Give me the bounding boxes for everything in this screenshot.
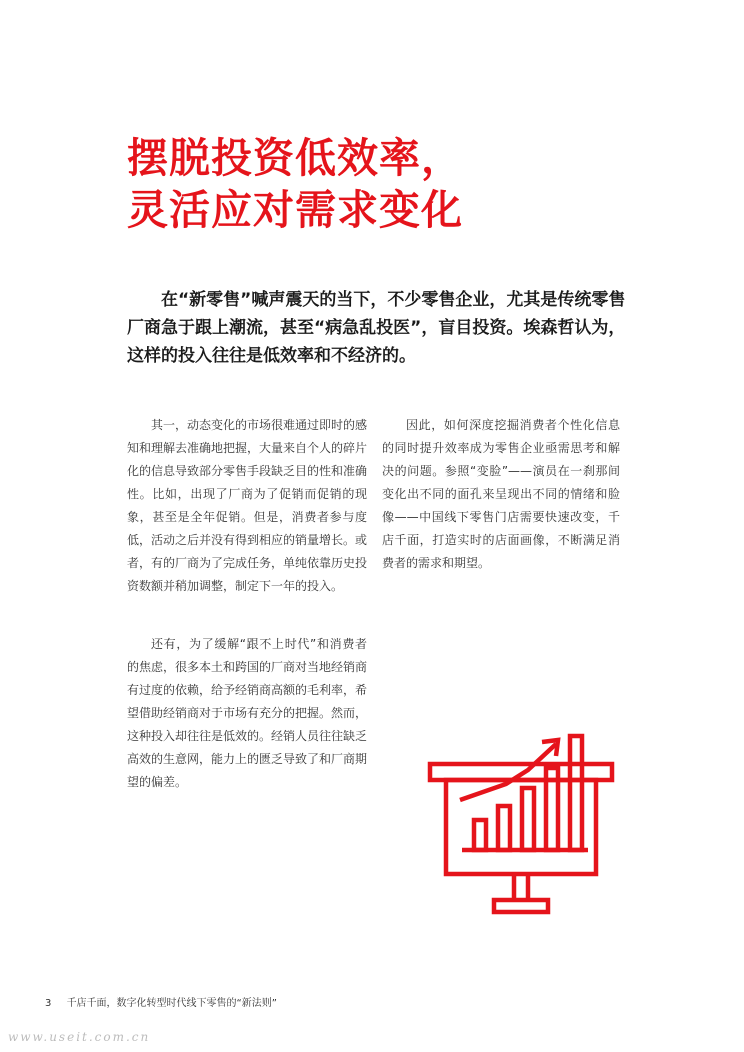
title-line-2: 灵活应对需求变化 bbox=[127, 186, 463, 234]
page-number: 3 bbox=[45, 998, 52, 1009]
page-footer bbox=[45, 994, 277, 1009]
presentation-board-growth-chart-icon bbox=[426, 730, 616, 920]
body-paragraph-3: 因此，如何深度挖掘消费者个性化信息的同时提升效率成为零售企业亟需思考和解决的问题。参照“变脸”——演员在一刹那间变化出不同的面孔来呈现出不同的情绪和脸像——中国线下零售门店需要快速改变，千店千面，打造实时的店面画像，不断满足消费者的需求和期望。 bbox=[382, 418, 620, 570]
title-line-1: 摆脱投资低效率， bbox=[127, 134, 463, 182]
lead-paragraph: 在“新零售”喊声震天的当下，不少零售企业，尤其是传统零售厂商急于跟上潮流，甚至“病急乱投医”，盲目投资。埃森哲认为，这样的投入往往是低效率和不经济的。 bbox=[127, 290, 626, 366]
footer-text: 千店千面，数字化转型时代线下零售的“新法则” bbox=[66, 998, 277, 1009]
watermark: www.useit.com.cn bbox=[8, 1030, 151, 1044]
page-title bbox=[127, 132, 463, 236]
body-paragraph-2: 还有，为了缓解“跟不上时代”和消费者的焦虑，很多本土和跨国的厂商对当地经销商有过度的依赖，给予经销商高额的毛利率，希望借助经销商对于市场有充分的把握。然而，这种投入却往往是低效的。经销人员往往缺乏高效的生意网，能力上的匮乏导致了和厂商期望的偏差。 bbox=[127, 637, 368, 789]
body-paragraph-1: 其一，动态变化的市场很难通过即时的感知和理解去准确地把握，大量来自个人的碎片化的信息导致部分零售手段缺乏目的性和准确性。比如，出现了厂商为了促销而促销的现象，甚至是全年促销。但是，消费者参与度低，活动之后并没有得到相应的销量增长。或者，有的厂商为了完成任务，单纯依靠历史投资数额并稍加调整，制定下一年的投入。 bbox=[127, 418, 368, 593]
